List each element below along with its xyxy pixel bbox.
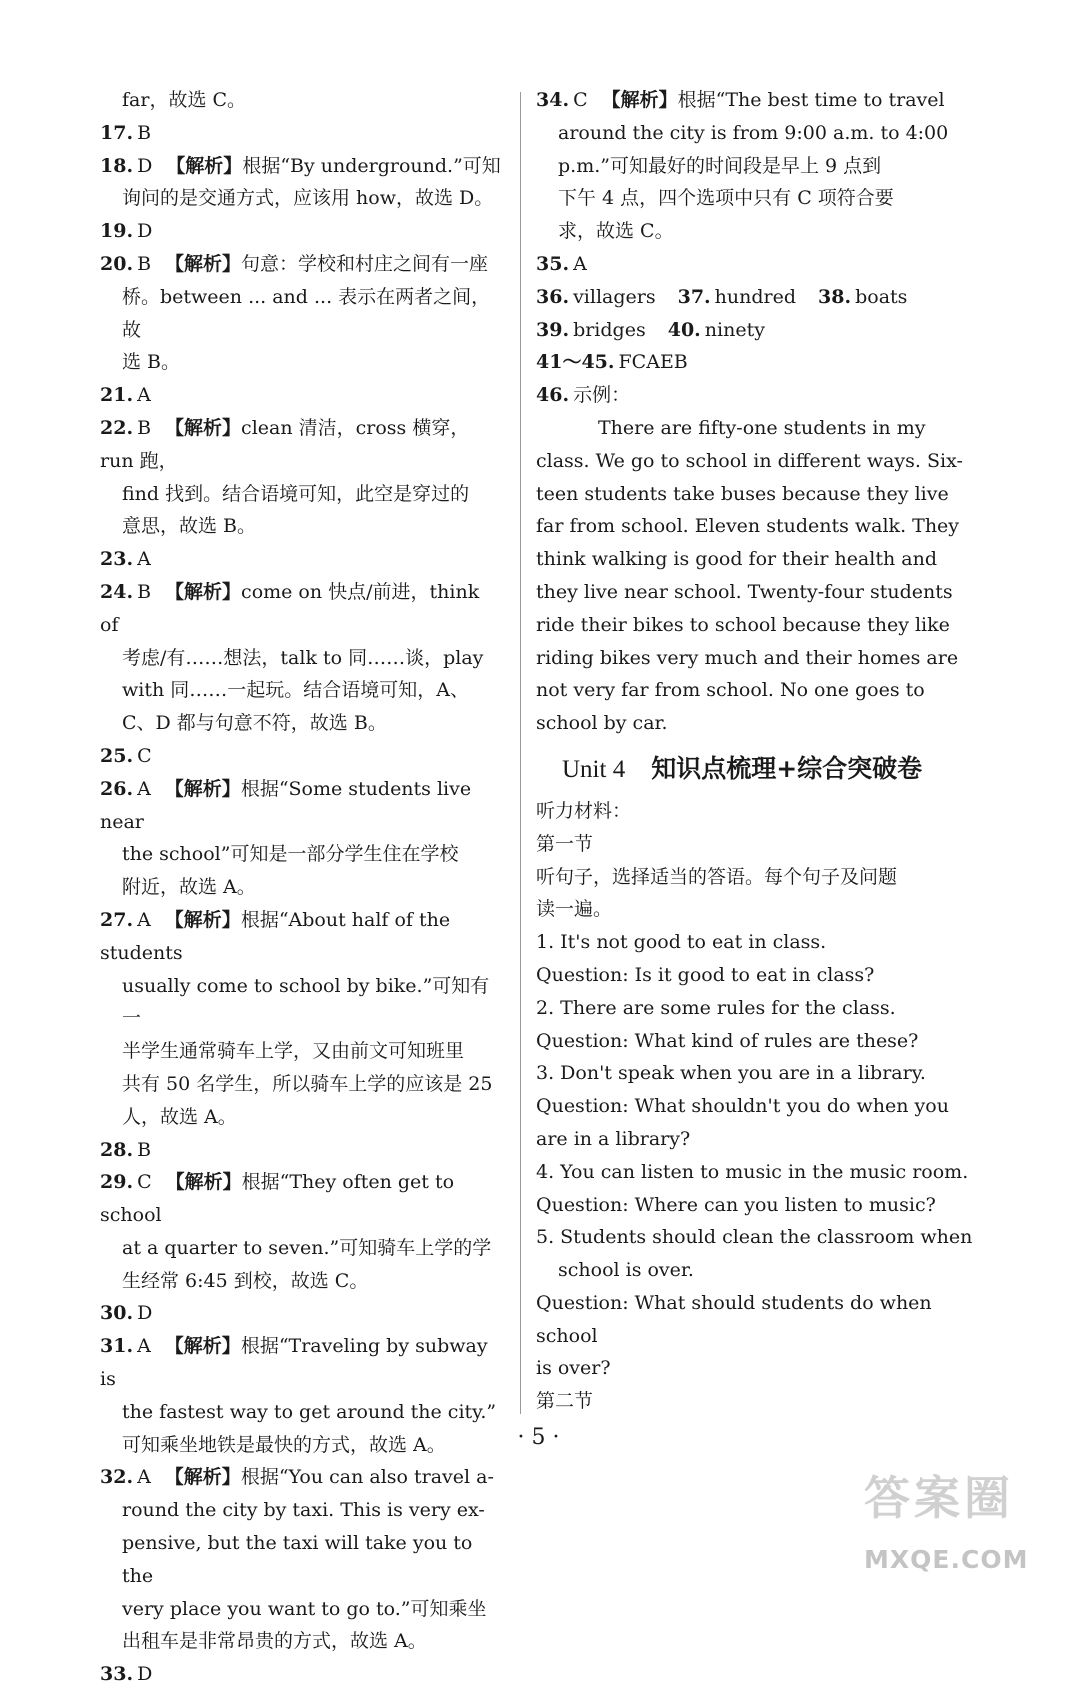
unit-title: 知识点梳理+综合突破卷 — [651, 753, 923, 783]
answer-item — [100, 1330, 502, 1396]
text-line: 求，故选 C。 — [558, 220, 674, 243]
analysis-text: 根据“You can also travel a- — [240, 1466, 494, 1489]
text-line: 桥。between ... and ... 表示在两者之间，故 — [122, 285, 491, 341]
analysis-text: 句意：学校和村庄之间有一座 — [241, 252, 489, 275]
question-number: 33. — [100, 1663, 134, 1686]
answer-choice: D — [137, 1302, 153, 1325]
answer-choice: A — [573, 252, 587, 275]
answer-choice: FCAEB — [618, 351, 688, 374]
answer-item — [100, 1658, 502, 1691]
text-line: 第二节 — [536, 1390, 594, 1413]
answer-item — [100, 1134, 502, 1167]
answer-choice: C — [137, 744, 152, 767]
question-number: 38. — [818, 285, 852, 308]
question-number: 39. — [536, 318, 570, 341]
answer-choice: A — [137, 548, 151, 571]
answer-item — [100, 412, 502, 478]
analysis-tag: 【解析】 — [164, 1335, 241, 1358]
analysis-text: come on 快点/前进，think of — [100, 580, 480, 636]
unit-label: Unit 4 — [562, 755, 626, 783]
analysis-text: 根据“The best time to travel — [677, 89, 945, 111]
text-line: Question: Where can you listen to music? — [536, 1193, 936, 1216]
text-line: around the city is from 9:00 a.m. to 4:00 — [558, 121, 949, 144]
watermark-logo-text: 答案圈 — [864, 1471, 1014, 1525]
answer-group — [536, 281, 974, 314]
answer-group — [536, 314, 974, 347]
text-line: with 同……一起玩。结合语境可知，A、 — [122, 679, 469, 702]
question-number: 21. — [100, 384, 134, 407]
answer-item — [100, 379, 502, 412]
question-number: 30. — [100, 1302, 134, 1325]
answer-choice: B — [137, 252, 152, 275]
analysis-text: 根据“Traveling by subway is — [100, 1335, 488, 1391]
watermark-logo — [858, 1471, 1054, 1588]
question-number: 31. — [100, 1335, 134, 1358]
sample-essay — [536, 412, 974, 740]
text-line: 2. There are some rules for the class. — [536, 996, 896, 1019]
essay-line: not very far from school. No one goes to — [536, 679, 925, 702]
answer-item — [100, 150, 502, 183]
text-line: Question: What kind of rules are these? — [536, 1029, 919, 1052]
text-line: are in a library? — [536, 1127, 691, 1150]
text-line: 5. Students should clean the classroom when — [536, 1226, 973, 1249]
text-line: 第一节 — [536, 832, 594, 855]
answer-item — [100, 543, 502, 576]
analysis-tag: 【解析】 — [165, 416, 242, 439]
answer-choice: B — [137, 1138, 152, 1161]
text-line: is over? — [536, 1357, 611, 1380]
question-number: 23. — [100, 548, 134, 571]
answer-item — [100, 1297, 502, 1330]
analysis-tag: 【解析】 — [166, 154, 243, 177]
answer-choice: B — [137, 580, 152, 603]
text-line: 1. It's not good to eat in class. — [536, 931, 827, 954]
answer-choice: C — [573, 89, 588, 111]
text-line: 出租车是非常昂贵的方式，故选 A。 — [122, 1630, 427, 1653]
analysis-text: clean 清洁，cross 横穿，run 跑， — [100, 416, 470, 472]
analysis-tag: 【解析】 — [601, 89, 678, 111]
answer-item — [536, 346, 974, 379]
question-number: 19. — [100, 220, 134, 243]
unit-heading — [562, 748, 974, 791]
essay-line: think walking is good for their health and — [536, 548, 937, 571]
analysis-tag: 【解析】 — [164, 908, 241, 931]
text-line: Question: Is it good to eat in class? — [536, 963, 875, 986]
question-number: 34. — [536, 89, 570, 111]
answer-text: boats — [855, 285, 908, 308]
analysis-tag: 【解析】 — [165, 1171, 242, 1194]
analysis-tag: 【解析】 — [164, 777, 241, 800]
analysis-tag: 【解析】 — [165, 580, 242, 603]
page-number: · 5 · — [517, 1425, 560, 1450]
answer-item — [536, 84, 974, 117]
essay-line: ride their bikes to school because they like — [536, 613, 950, 636]
answer-text: bridges — [573, 318, 646, 341]
text-line: far，故选 C。 — [122, 89, 247, 111]
answer-item — [100, 576, 502, 642]
text-line: 听力材料： — [536, 799, 632, 822]
answer-text: hundred — [714, 285, 797, 308]
analysis-text: 根据“By underground.”可知 — [242, 154, 501, 177]
text-line: school is over. — [558, 1259, 694, 1282]
analysis-text: 根据“They often get to school — [100, 1171, 455, 1227]
analysis-text: 根据“Some students live near — [100, 777, 472, 833]
text-line: 下午 4 点，四个选项中只有 C 项符合要 — [558, 187, 894, 210]
answer-choice: D — [137, 1663, 153, 1686]
answer-text: ninety — [704, 318, 765, 341]
question-number: 32. — [100, 1466, 134, 1489]
question-number: 46. — [536, 384, 570, 407]
text-line: C、D 都与句意不符，故选 B。 — [122, 712, 387, 735]
answer-item — [100, 117, 502, 150]
text-line: Question: What shouldn't you do when you — [536, 1095, 949, 1118]
essay-line: teen students take buses because they live — [536, 482, 949, 505]
text-line: the school”可知是一部分学生住在学校 — [122, 843, 459, 866]
column-divider — [520, 92, 521, 1414]
answer-item — [100, 740, 502, 773]
answer-choice: D — [137, 220, 153, 243]
text-line: the fastest way to get around the city.” — [122, 1400, 497, 1423]
text-line: 人，故选 A。 — [122, 1105, 237, 1128]
answer-item — [100, 1166, 502, 1232]
essay-line: school by car. — [536, 712, 668, 735]
text-line: 意思，故选 B。 — [122, 515, 257, 538]
answer-item — [536, 248, 974, 281]
answer-choice: C — [137, 1171, 152, 1194]
answer-choice: A — [137, 908, 151, 931]
answer-item — [100, 215, 502, 248]
answer-item — [100, 773, 502, 839]
text-line: 4. You can listen to music in the music room. — [536, 1160, 969, 1183]
text-line: 询问的是交通方式，应该用 how，故选 D。 — [122, 187, 494, 210]
text-line: Question: What should students do when school — [536, 1291, 932, 1347]
text-line: at a quarter to seven.”可知骑车上学的学 — [122, 1236, 492, 1259]
essay-line: riding bikes very much and their homes are — [536, 646, 959, 669]
answer-choice: D — [137, 154, 153, 177]
answer-choice: A — [137, 1466, 151, 1489]
answer-choice: B — [137, 121, 152, 144]
question-number: 24. — [100, 580, 134, 603]
essay-line: they live near school. Twenty-four students — [536, 580, 953, 603]
text-line: usually come to school by bike.”可知有一 — [122, 974, 490, 1030]
text-line: round the city by taxi. This is very ex- — [122, 1499, 485, 1522]
question-number: 27. — [100, 908, 134, 931]
analysis-text: 根据“About half of the students — [100, 908, 451, 964]
answer-item — [100, 248, 502, 281]
question-number: 35. — [536, 252, 570, 275]
text-line: 可知乘坐地铁是最快的方式，故选 A。 — [122, 1433, 446, 1456]
text-line: pensive, but the taxi will take you to the — [122, 1532, 473, 1587]
answer-item — [100, 1461, 502, 1494]
text-line: 听句子，选择适当的答语。每个句子及问题 — [536, 865, 898, 888]
question-number: 22. — [100, 416, 134, 439]
text-line: 半学生通常骑车上学，又由前文可知班里 — [122, 1040, 465, 1063]
essay-line: class. We go to school in different ways. Six- — [536, 449, 963, 472]
text-line: 选 B。 — [122, 351, 181, 374]
essay-line: far from school. Eleven students walk. They — [536, 515, 960, 538]
answer-choice: 示例： — [573, 384, 631, 407]
question-number: 26. — [100, 777, 134, 800]
answer-item — [100, 904, 502, 970]
text-line: find 找到。结合语境可知，此空是穿过的 — [122, 482, 470, 505]
question-number: 18. — [100, 154, 134, 177]
text-line: p.m.”可知最好的时间段是早上 9 点到 — [558, 154, 882, 177]
text-line: very place you want to go to.”可知乘坐 — [122, 1597, 487, 1620]
text-line: 生经常 6:45 到校，故选 C。 — [122, 1269, 369, 1292]
question-number: 20. — [100, 252, 134, 275]
question-number: 25. — [100, 744, 134, 767]
analysis-tag: 【解析】 — [165, 252, 242, 275]
answer-item — [536, 379, 974, 412]
answer-choice: A — [137, 777, 151, 800]
question-number: 40. — [667, 318, 701, 341]
text-line: 3. Don't speak when you are in a library. — [536, 1062, 926, 1085]
right-column — [536, 84, 974, 1418]
watermark-url: MXQE.COM — [864, 1545, 1029, 1574]
question-number: 37. — [677, 285, 711, 308]
question-number: 29. — [100, 1171, 134, 1194]
question-number: 17. — [100, 121, 134, 144]
answer-choice: A — [137, 1335, 151, 1358]
answer-list — [536, 84, 974, 412]
answer-choice: B — [137, 416, 152, 439]
question-number: 28. — [100, 1138, 134, 1161]
listening-material — [536, 795, 974, 1418]
answer-text: villagers — [573, 285, 656, 308]
text-line: 考虑/有……想法，talk to 同……谈，play — [122, 646, 484, 669]
analysis-tag: 【解析】 — [164, 1466, 241, 1489]
answer-choice: A — [137, 384, 151, 407]
text-line: 共有 50 名学生，所以骑车上学的应该是 25 — [122, 1072, 493, 1095]
essay-line: There are fifty-one students in my — [598, 416, 926, 439]
question-number: 41～45. — [536, 351, 615, 374]
text-line: 附近，故选 A。 — [122, 876, 256, 899]
question-number: 36. — [536, 285, 570, 308]
text-line: 读一遍。 — [536, 898, 613, 921]
